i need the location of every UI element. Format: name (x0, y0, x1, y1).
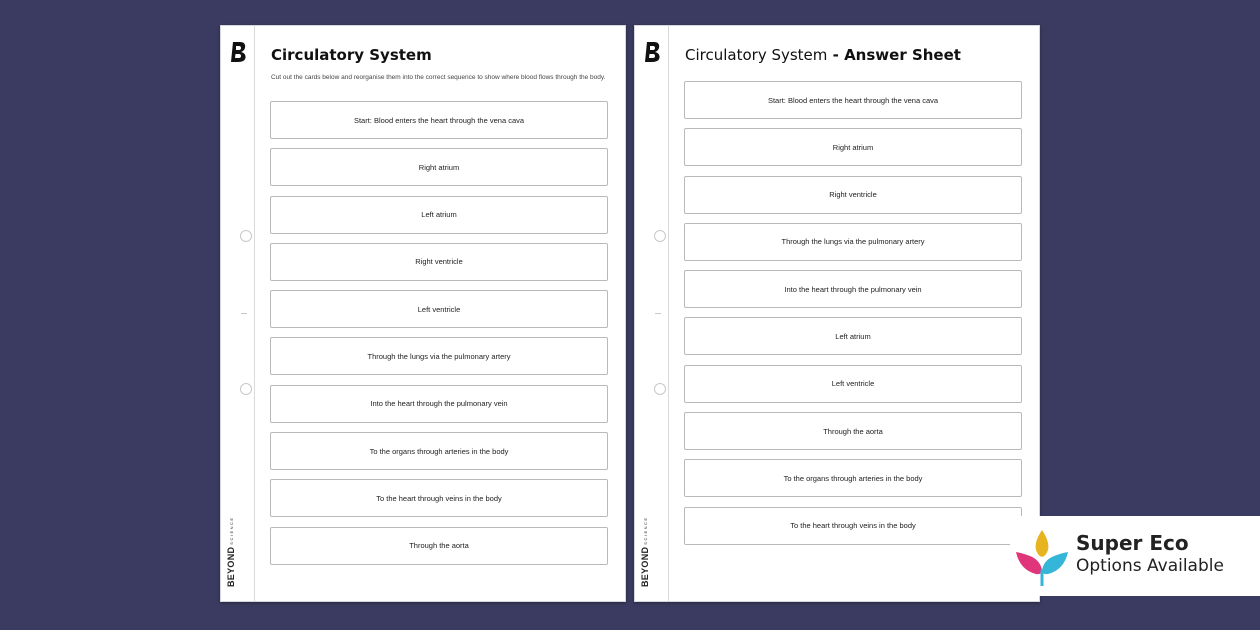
sequence-card: To the heart through veins in the body (270, 479, 608, 517)
sequence-card: Right ventricle (270, 243, 608, 281)
sequence-card: Left ventricle (684, 365, 1022, 403)
sequence-card: Left atrium (684, 317, 1022, 355)
page-title (685, 46, 961, 64)
sequence-card: Start: Blood enters the heart through the vena cava (684, 81, 1022, 119)
sequence-card: Through the lungs via the pulmonary artery (270, 337, 608, 375)
fold-mark (241, 313, 247, 314)
card-list (270, 101, 608, 574)
punch-hole (240, 383, 252, 395)
sequence-card: Start: Blood enters the heart through the vena cava (270, 101, 608, 139)
punch-hole (654, 383, 666, 395)
sequence-card: To the organs through arteries in the body (270, 432, 608, 470)
fold-mark (655, 313, 661, 314)
brand-wordmark: BEYONDSCIENCE (640, 516, 650, 587)
sequence-card: To the organs through arteries in the body (684, 459, 1022, 497)
page-title: Circulatory System (271, 46, 432, 64)
brand-wordmark: BEYONDSCIENCE (226, 516, 236, 587)
page-margin (635, 26, 669, 601)
punch-hole (654, 230, 666, 242)
sequence-card: Through the lungs via the pulmonary artery (684, 223, 1022, 261)
sequence-card: Left ventricle (270, 290, 608, 328)
sequence-card: Through the aorta (270, 527, 608, 565)
sequence-card: Left atrium (270, 196, 608, 234)
answer-sheet-page (634, 25, 1040, 602)
beyond-logo-icon (230, 40, 248, 64)
title-suffix: - Answer Sheet (827, 46, 961, 64)
card-list (684, 81, 1022, 554)
eco-leaf-icon (1012, 526, 1072, 590)
worksheet-page (220, 25, 626, 602)
sequence-card: Right ventricle (684, 176, 1022, 214)
title-main: Circulatory System (685, 46, 828, 64)
eco-subtitle: Options Available (1076, 556, 1224, 576)
eco-badge (1010, 516, 1260, 596)
eco-title: Super Eco (1076, 531, 1189, 555)
sequence-card: Into the heart through the pulmonary vein (684, 270, 1022, 308)
sequence-card: Into the heart through the pulmonary vein (270, 385, 608, 423)
instructions-text: Cut out the cards below and reorganise them into the correct sequence to show where blood flows through the body. (271, 74, 606, 81)
sequence-card: To the heart through veins in the body (684, 507, 1022, 545)
beyond-logo-icon (644, 40, 662, 64)
sequence-card: Through the aorta (684, 412, 1022, 450)
punch-hole (240, 230, 252, 242)
page-margin (221, 26, 255, 601)
sequence-card: Right atrium (270, 148, 608, 186)
sequence-card: Right atrium (684, 128, 1022, 166)
